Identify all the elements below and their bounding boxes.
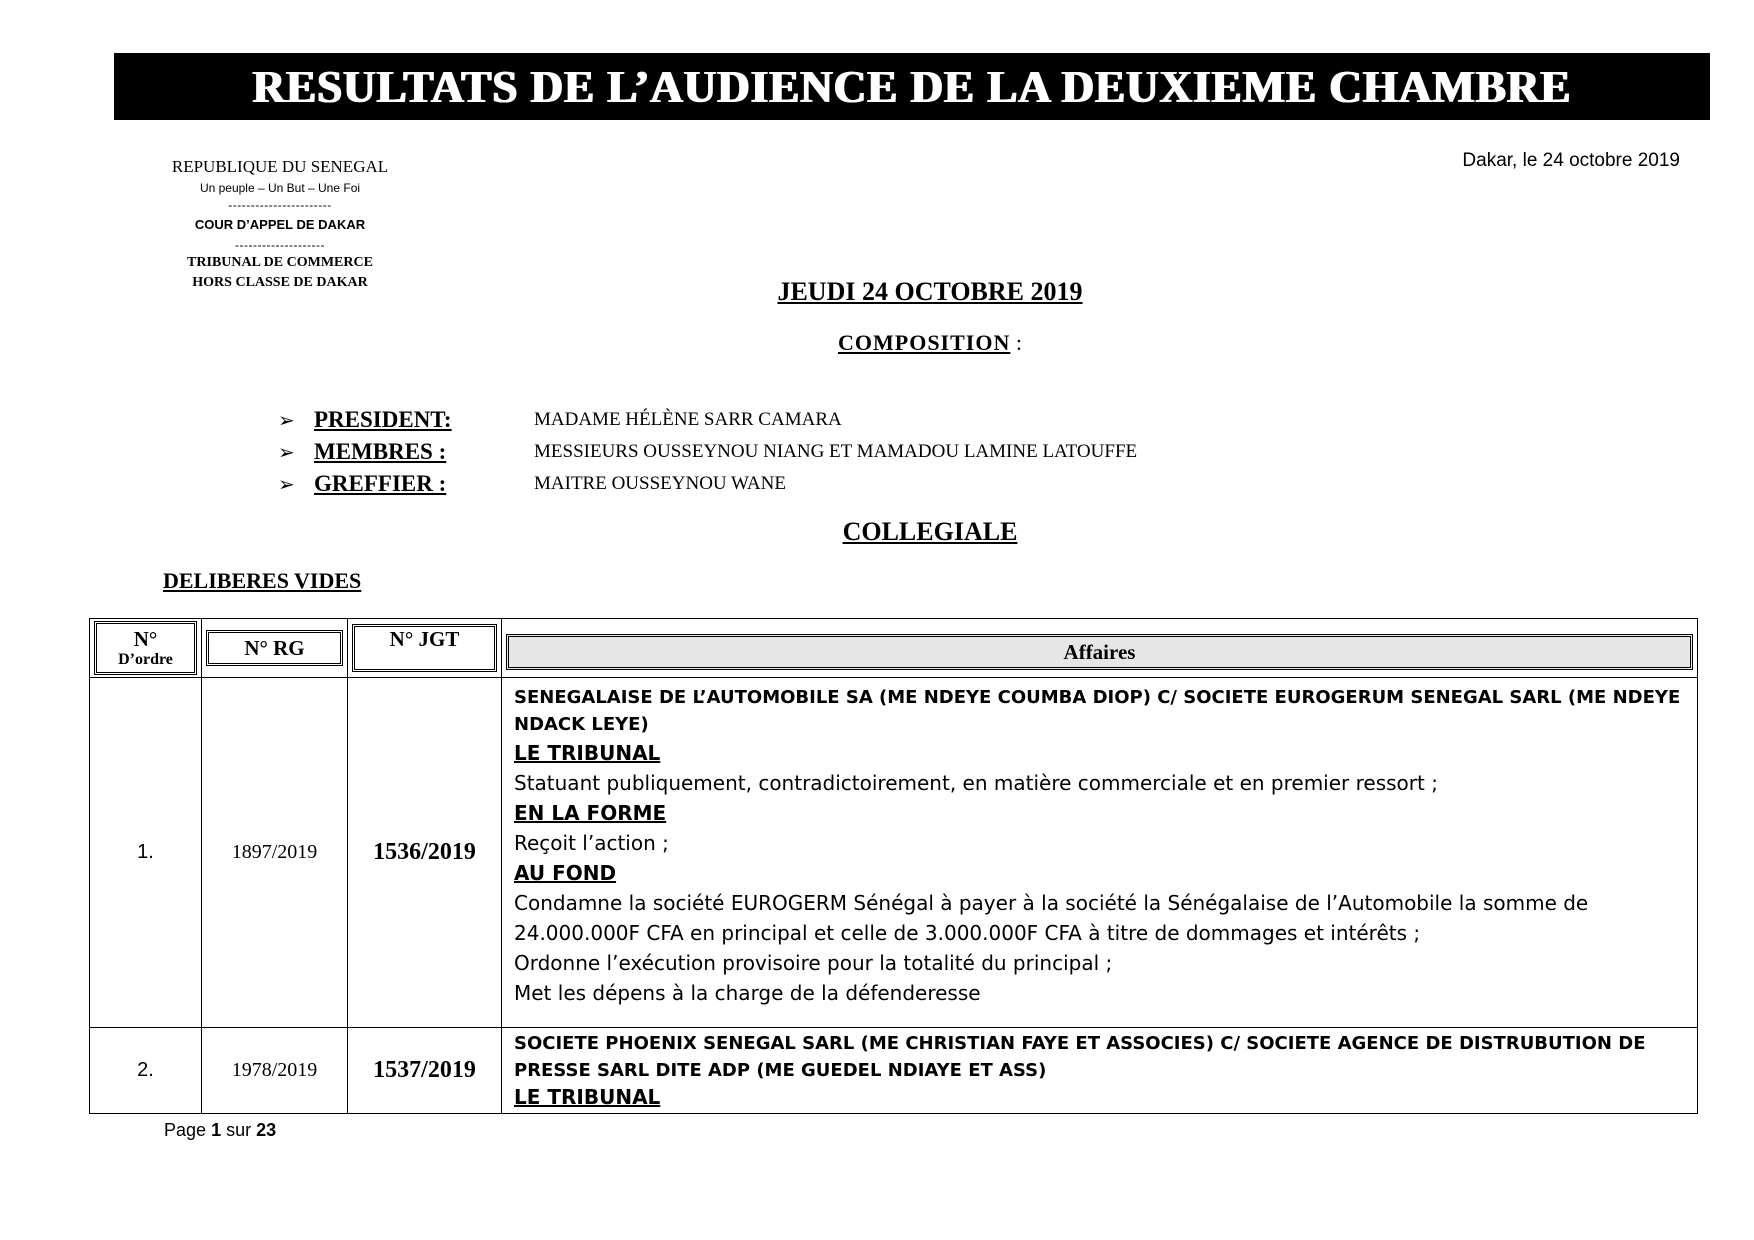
ruling-text: Reçoit l’action ;: [514, 831, 669, 855]
subsection-title: DELIBERES VIDES: [163, 568, 362, 593]
page-footer: [164, 1120, 276, 1141]
header-rg: N° RG: [244, 635, 305, 660]
page-number: 1: [211, 1120, 222, 1140]
ruling-text: Statuant publiquement, contradictoirement, en matière commerciale et en premier ressort ;: [514, 771, 1438, 795]
cell-ordre: 2.: [90, 1028, 202, 1114]
ruling-text: Condamne la société EUROGERM Sénégal à payer à la société la Sénégalaise de l’Automobile la somme de 24.000.000F CFA en principal et celle de 3.000.000F CFA à titre de dommages et intérêts ;: [514, 891, 1589, 945]
composition-suffix: :: [1010, 330, 1022, 355]
ruling-heading: LE TRIBUNAL: [514, 741, 661, 765]
separator: --------------------: [235, 238, 325, 252]
court-name: COUR D’APPEL DE DAKAR: [194, 217, 366, 232]
list-item: [278, 436, 1278, 468]
cell-rg: 1978/2019: [202, 1028, 348, 1114]
header-affaires-cell: [502, 619, 1698, 678]
header-ordre-box: [94, 621, 197, 675]
ruling-heading: AU FOND: [514, 861, 617, 885]
of-word: sur: [226, 1120, 252, 1140]
ruling-text: Met les dépens à la charge de la défenderesse: [514, 981, 981, 1005]
tribunal-name-line1: TRIBUNAL DE COMMERCE: [187, 255, 373, 270]
list-item: [278, 468, 1278, 500]
page-banner: [114, 53, 1710, 120]
deliberations-table: [89, 618, 1698, 1114]
member-name: MAITRE OUSSEYNOU WANE: [534, 473, 786, 494]
ruling-heading: EN LA FORME: [514, 801, 667, 825]
member-name: MADAME HÉLÈNE SARR CAMARA: [534, 409, 842, 430]
issuer-block: [130, 155, 430, 293]
cell-affaire: [502, 1028, 1698, 1114]
cell-jgt: 1536/2019: [348, 678, 502, 1028]
composition-heading: [700, 330, 1160, 356]
place-date: Dakar, le 24 octobre 2019: [1462, 150, 1680, 171]
header-ordre-bottom: D’ordre: [118, 651, 173, 668]
member-role: PRESIDENT:: [314, 407, 452, 432]
cell-jgt: 1537/2019: [348, 1028, 502, 1114]
cell-ordre: 1.: [90, 678, 202, 1028]
list-item: [278, 404, 1278, 436]
table-row: [90, 1028, 1698, 1114]
member-name: MESSIEURS OUSSEYNOU NIANG ET MAMADOU LAMINE LATOUFFE: [534, 441, 1138, 462]
member-role: MEMBRES :: [314, 439, 447, 464]
cell-affaire: [502, 678, 1698, 1028]
ruling-text: Ordonne l’exécution provisoire pour la totalité du principal ;: [514, 951, 1113, 975]
banner-title: RESULTATS DE L’AUDIENCE DE LA DEUXIEME CHAMBRE: [252, 61, 1572, 112]
cell-rg: 1897/2019: [202, 678, 348, 1028]
header-rg-box: [206, 630, 343, 666]
header-jgt-box: [352, 624, 497, 672]
national-motto: Un peuple – Un But – Une Foi: [199, 181, 361, 195]
section-title: COLLEGIALE: [842, 517, 1018, 546]
case-parties: SENEGALAISE DE L’AUTOMOBILE SA (ME NDEYE COUMBA DIOP) C/ SOCIETE EUROGERUM SENEGAL SARL (ME NDEYE NDACK LEYE): [514, 687, 1681, 735]
arrow-bullet-icon: ➢: [278, 440, 295, 464]
tribunal-name-line2: HORS CLASSE DE DAKAR: [192, 275, 368, 290]
country-name: REPUBLIQUE DU SENEGAL: [171, 157, 389, 176]
page-total: 23: [256, 1120, 277, 1140]
session-date-title: JEUDI 24 OCTOBRE 2019: [777, 277, 1083, 306]
composition-list: [278, 404, 1278, 500]
header-affaires: Affaires: [1063, 639, 1136, 664]
ruling-heading: LE TRIBUNAL: [514, 1085, 661, 1109]
arrow-bullet-icon: ➢: [278, 472, 295, 496]
separator: -----------------------: [228, 198, 332, 212]
case-parties: SOCIETE PHOENIX SENEGAL SARL (ME CHRISTIAN FAYE ET ASSOCIES) C/ SOCIETE AGENCE DE DISTRUBUTION DE PRESSE SARL DITE ADP (ME GUEDEL NDIAYE ET ASS): [514, 1033, 1646, 1081]
header-rg-cell: [202, 619, 348, 678]
arrow-bullet-icon: ➢: [278, 408, 295, 432]
page-word: Page: [164, 1120, 207, 1140]
header-jgt: N° JGT: [389, 627, 460, 651]
header-ordre-top: N°: [133, 627, 158, 651]
table-header-row: [90, 619, 1698, 678]
header-ordre-cell: [90, 619, 202, 678]
header-jgt-cell: [348, 619, 502, 678]
table-row: [90, 678, 1698, 1028]
composition-label: COMPOSITION: [838, 330, 1011, 355]
member-role: GREFFIER :: [314, 471, 447, 496]
header-affaires-box: [506, 634, 1693, 670]
